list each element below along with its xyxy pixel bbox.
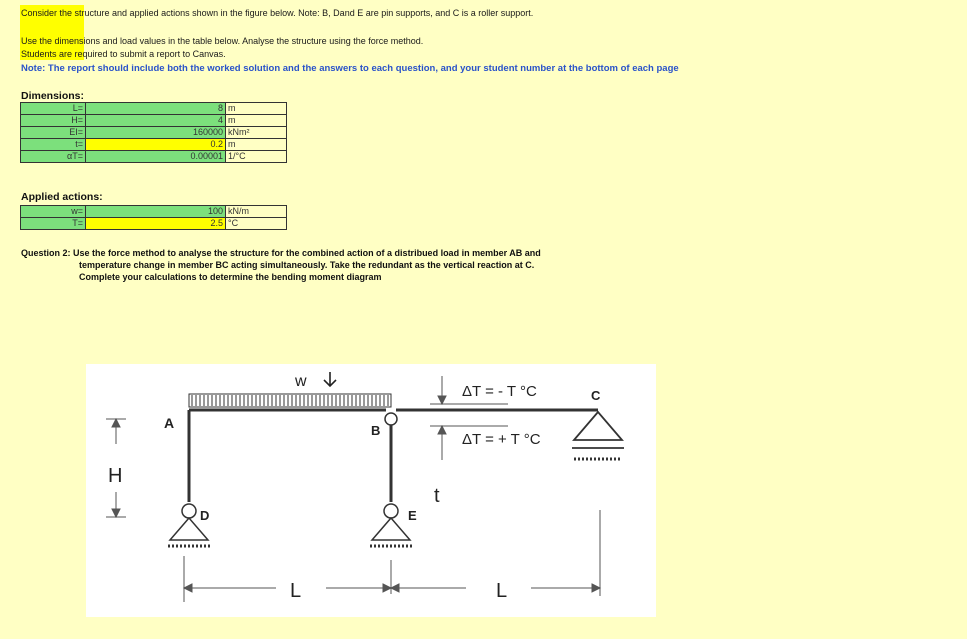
temp-top-label: ΔT = - T °C [462, 383, 537, 400]
table-row [21, 151, 287, 163]
action-value[interactable]: 2.5 [86, 218, 226, 230]
applied-actions-title: Applied actions: [21, 191, 103, 203]
structure-figure [86, 364, 656, 617]
report-note: Note: The report should include both the worked solution and the answers to each question, and your student number at the bottom of each page [21, 63, 679, 74]
table-row [21, 103, 287, 115]
intro-line-3: Students are required to submit a report to Canvas. [21, 49, 226, 59]
intro-line-1: Consider the structure and applied actions shown in the figure below. Note: B, Dand E are pin supports, and C is a roller support. [21, 8, 534, 18]
table-row [21, 127, 287, 139]
dim-value[interactable]: 160000 [86, 127, 226, 139]
table-row [21, 139, 287, 151]
dim-unit: 1/°C [226, 151, 287, 163]
pin-b [385, 413, 397, 425]
dim-value[interactable]: 8 [86, 103, 226, 115]
question-line-2: temperature change in member BC acting simultaneously. Take the redundant as the vertical reaction at C. [79, 260, 535, 270]
distributed-load [189, 394, 391, 407]
temp-bottom-label: ΔT = + T °C [462, 431, 541, 448]
label-d: D [200, 508, 210, 523]
dim-label: αT= [21, 151, 86, 163]
dim-value[interactable]: 0.00001 [86, 151, 226, 163]
question-line-1: Question 2: Use the force method to analyse the structure for the combined action of a distribued load in member AB and [21, 248, 541, 258]
label-c: C [591, 388, 601, 403]
dim-label: L= [21, 103, 86, 115]
support-c [572, 412, 624, 459]
label-t: t [434, 485, 440, 507]
dimensions-table [20, 102, 287, 163]
action-value[interactable]: 100 [86, 206, 226, 218]
action-label: w= [21, 206, 86, 218]
action-unit: °C [226, 218, 287, 230]
dim-label: H= [21, 115, 86, 127]
table-row [21, 206, 287, 218]
table-row [21, 218, 287, 230]
label-l2: L [496, 580, 508, 602]
intro-line-2: Use the dimensions and load values in the table below. Analyse the structure using the force method. [21, 36, 424, 46]
load-arrow-icon [324, 372, 336, 386]
question-line-3: Complete your calculations to determine the bending moment diagram [79, 272, 382, 282]
label-b: B [371, 423, 381, 438]
support-e [370, 504, 412, 546]
l-dimension [184, 510, 600, 602]
structure-diagram [86, 364, 656, 617]
label-l1: L [290, 580, 302, 602]
dim-label: EI= [21, 127, 86, 139]
dim-unit: m [226, 103, 287, 115]
dimensions-title: Dimensions: [21, 90, 85, 102]
dim-label: t= [21, 139, 86, 151]
dim-unit: m [226, 139, 287, 151]
question-text [21, 247, 541, 283]
label-a: A [164, 415, 175, 431]
table-row [21, 115, 287, 127]
load-label: w [295, 373, 307, 390]
dim-value[interactable]: 4 [86, 115, 226, 127]
label-h: H [108, 465, 123, 487]
dim-value[interactable]: 0.2 [86, 139, 226, 151]
label-e: E [408, 508, 417, 523]
action-label: T= [21, 218, 86, 230]
applied-actions-table [20, 205, 287, 230]
dim-unit: kNm² [226, 127, 287, 139]
dim-unit: m [226, 115, 287, 127]
action-unit: kN/m [226, 206, 287, 218]
